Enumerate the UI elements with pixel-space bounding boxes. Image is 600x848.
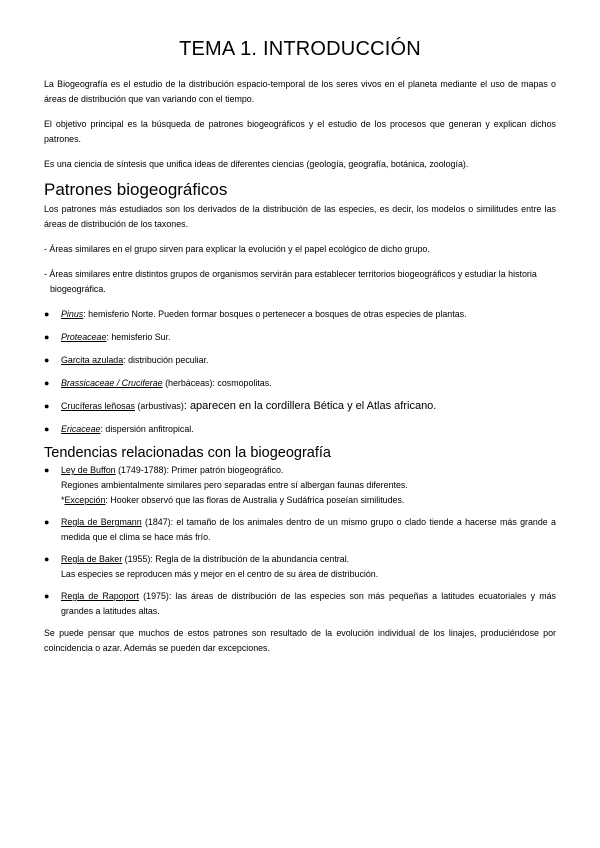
exception-term: Excepción [64, 495, 106, 505]
intro-paragraph-1: La Biogeografía es el estudio de la distribución espacio-temporal de los seres vivos en el planeta mediante el uso de mapas o áreas de distribución que van variando con el tiempo. [44, 79, 556, 104]
taxon-term: Pinus [61, 309, 84, 319]
bullet-icon: ● [44, 465, 50, 475]
bullet-icon: ● [44, 554, 50, 564]
bullet-icon: ● [44, 309, 50, 319]
list-item: ● Ericaceae: dispersión anfitropical. [44, 422, 556, 437]
taxon-term: Brassicaceae / Cruciferae [61, 378, 163, 388]
tendencias-bullet-list [44, 463, 556, 619]
bullet-icon: ● [44, 355, 50, 365]
bullet-icon: ● [44, 517, 50, 527]
taxon-term: Crucíferas leñosas [61, 401, 135, 411]
patrones-paragraph: Los patrones más estudiados son los derivados de la distribución de las especies, es decir, los modelos o similitudes entre las áreas de distribución de los taxones. [44, 204, 556, 229]
list-item: ● Regla de Baker (1955): Regla de la distribución de la abundancia central. Las especies se reproducen más y mejor en el centro de su área de distribución. [44, 554, 379, 579]
bullet-icon: ● [44, 332, 50, 342]
list-item: ● Garcita azulada: distribución peculiar. [44, 353, 556, 368]
page-title: TEMA 1. INTRODUCCIÓN [179, 38, 421, 60]
patrones-dash-item-2: - Áreas similares entre distintos grupos de organismos servirán para establecer territorios biogeográficos y estudiar la historia biogeográfica. [44, 269, 537, 294]
section-heading-tendencias: Tendencias relacionadas con la biogeografía [44, 445, 331, 461]
bullet-icon: ● [44, 591, 50, 601]
closing-paragraph: Se puede pensar que muchos de estos patrones son resultado de la evolución individual de los linajes, produciéndose por coincidencia o azar. Además se pueden dar excepciones. [44, 628, 556, 653]
patrones-bullet-list [44, 307, 556, 437]
section-heading-patrones: Patrones biogeográficos [44, 180, 228, 199]
patrones-dash-item-1: - Áreas similares en el grupo sirven para explicar la evolución y el papel ecológico de dicho grupo. [44, 244, 430, 254]
list-item: ● Regla de Rapoport (1975): las áreas de distribución de las especies son más pequeñas a latitudes ecuatoriales y más grandes a latitudes altas. [44, 591, 556, 616]
rule-term: Ley de Buffon [61, 465, 116, 475]
taxon-term: Ericaceae [61, 424, 101, 434]
list-item: ● Crucíferas leñosas (arbustivas): aparecen en la cordillera Bética y el Atlas africano. [44, 400, 437, 412]
rule-term: Regla de Bergmann [61, 517, 142, 527]
taxon-term: Proteaceae [61, 332, 107, 342]
rule-term: Regla de Baker [61, 554, 123, 564]
bullet-icon: ● [44, 378, 50, 388]
intro-paragraph-3: Es una ciencia de síntesis que unifica ideas de diferentes ciencias (geología, geografía, botánica, zoología). [44, 159, 469, 169]
bullet-icon: ● [44, 401, 50, 411]
list-item: ● Ley de Buffon (1749-1788): Primer patrón biogeográfico. Regiones ambientalmente similares pero separadas entre sí albergan faunas diferentes. *Excepción: Hooker observó que las floras de Australia y Sudáfrica poseían similitudes. [44, 465, 408, 505]
list-item: ● Pinus: hemisferio Norte. Pueden formar bosques o pertenecer a bosques de otras especies de plantas. [44, 307, 556, 322]
list-item: ● Brassicaceae / Cruciferae (herbáceas): cosmopolitas. [44, 376, 556, 391]
bullet-icon: ● [44, 424, 50, 434]
intro-paragraph-2: El objetivo principal es la búsqueda de patrones biogeográficos y el estudio de los procesos que generan y explican dichos patrones. [44, 119, 556, 144]
list-item: ● Regla de Bergmann (1847): el tamaño de los animales dentro de un mismo grupo o clado tiende a hacerse más grande a medida que el clima se hace más frío. [44, 517, 556, 542]
list-item: ● Proteaceae: hemisferio Sur. [44, 330, 556, 345]
rule-term: Regla de Rapoport [61, 591, 139, 601]
taxon-term: Garcita azulada [61, 355, 124, 365]
